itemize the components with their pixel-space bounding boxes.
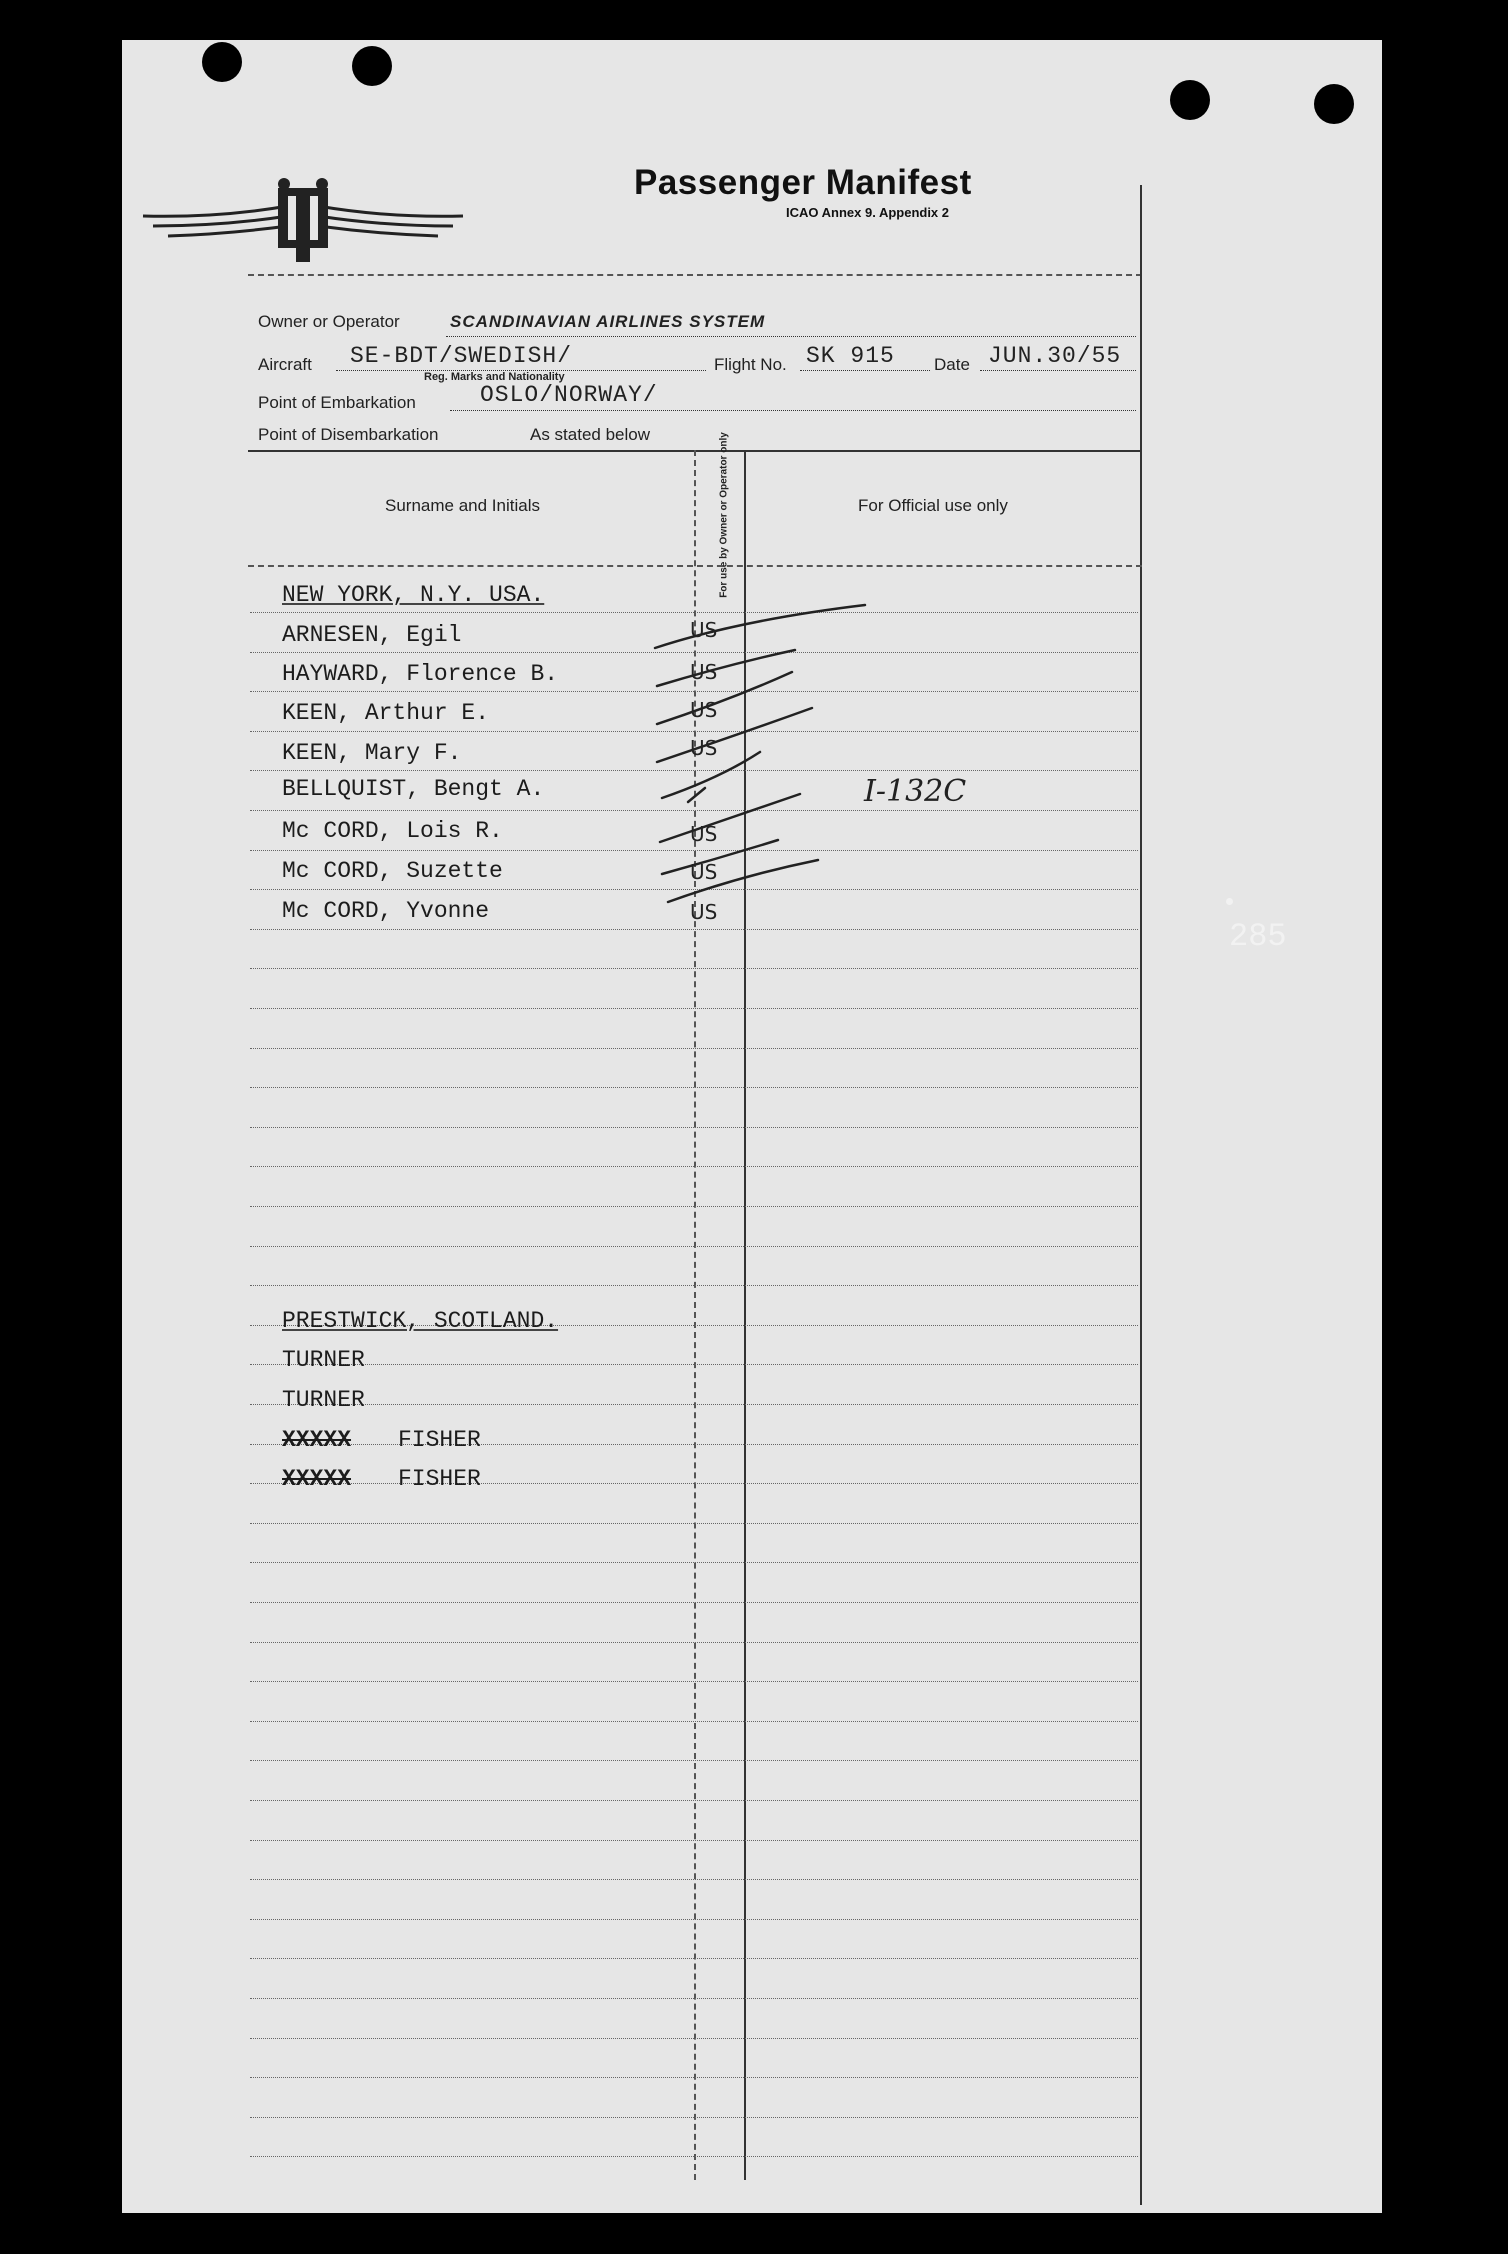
punch-hole [352,46,392,86]
aircraft-value: SE-BDT/SWEDISH/ [350,343,573,369]
row-line [250,1444,1138,1445]
row-line [250,810,1138,811]
passenger-row: FISHER [398,1427,481,1453]
struck-out-text: XXXXX [282,1466,352,1492]
destination-new-york: NEW YORK, N.Y. USA. [282,582,545,608]
row-line [250,652,1138,653]
right-border [1140,185,1142,2205]
airline-wings-logo [138,148,468,268]
struck-out-text: XXXXX [282,1427,352,1453]
owner-underline [446,336,1136,337]
owner-label: Owner or Operator [258,312,400,331]
row-line [250,1246,1138,1247]
row-line [250,1840,1138,1841]
document-title: Passenger Manifest [634,163,972,202]
row-line [250,1206,1138,1207]
row-line [250,1364,1138,1365]
row-line [250,2117,1138,2118]
passenger-row: Mc CORD, Suzette [282,858,503,884]
date-label: Date [934,355,970,374]
passenger-row: BELLQUIST, Bengt A. [282,776,545,802]
row-line [250,1800,1138,1801]
nationality-mark: US [690,860,718,884]
row-line [250,731,1138,732]
row-line [250,2156,1138,2157]
row-line [250,770,1138,771]
row-line [250,2077,1138,2078]
official-column-header: For Official use only [858,496,1008,515]
punch-hole [1314,84,1354,124]
header-divider [248,274,1142,276]
embarkation-underline [450,410,1136,411]
row-line [250,2038,1138,2039]
row-line [250,1958,1138,1959]
passenger-row: HAYWARD, Florence B. [282,661,559,687]
embarkation-value: OSLO/NORWAY/ [480,382,658,408]
surname-column-header: Surname and Initials [385,496,540,515]
row-line [250,1127,1138,1128]
page-number: 285 [1229,918,1287,955]
owner-column-right-rule [744,450,746,2180]
destination-prestwick: PRESTWICK, SCOTLAND. [282,1308,559,1334]
row-line [250,1048,1138,1049]
passenger-row: KEEN, Arthur E. [282,700,490,726]
disembarkation-label: Point of Disembarkation [258,425,439,444]
nationality-mark: US [690,618,718,642]
row-line [250,1602,1138,1603]
row-line [250,1721,1138,1722]
nationality-mark: US [690,660,718,684]
row-line [250,889,1138,890]
row-line [250,850,1138,851]
row-line [250,1483,1138,1484]
row-line [250,1087,1138,1088]
flight-label: Flight No. [714,355,787,374]
official-annotation: I-132C [864,774,967,809]
passenger-row: TURNER [282,1387,365,1413]
reg-note: Reg. Marks and Nationality [424,371,565,383]
owner-use-column-header: For use by Owner or Operator only [718,432,730,598]
punch-hole [1170,80,1210,120]
punch-hole [202,42,242,82]
embarkation-label: Point of Embarkation [258,393,416,412]
passenger-row: KEEN, Mary F. [282,740,462,766]
passenger-row: Mc CORD, Yvonne [282,898,490,924]
flight-underline [800,370,930,371]
row-line [250,1760,1138,1761]
owner-value: SCANDINAVIAN AIRLINES SYSTEM [450,312,766,331]
row-line [250,612,1138,613]
passenger-row: TURNER [282,1347,365,1373]
passenger-row: ARNESEN, Egil [282,622,462,648]
date-underline [980,370,1136,371]
header-bottom-rule [248,565,1142,567]
nationality-mark: US [690,698,718,722]
aircraft-label: Aircraft [258,355,312,374]
row-line [250,1998,1138,1999]
row-line [250,1919,1138,1920]
document-subtitle: ICAO Annex 9. Appendix 2 [786,205,950,220]
passenger-row: Mc CORD, Lois R. [282,818,503,844]
row-line [250,1562,1138,1563]
row-line [250,1879,1138,1880]
page-dot [1226,898,1233,905]
row-line [250,1681,1138,1682]
passenger-row: FISHER [398,1466,481,1492]
row-line [250,929,1138,930]
row-line [250,1008,1138,1009]
nationality-mark: US [690,822,718,846]
date-value: JUN.30/55 [988,343,1122,369]
row-line [250,1404,1138,1405]
flight-value: SK 915 [806,343,895,369]
disembarkation-value: As stated below [530,425,651,444]
nationality-mark: US [690,900,718,924]
row-line [250,1166,1138,1167]
row-line [250,691,1138,692]
nationality-mark: US [690,736,718,760]
row-line [250,1523,1138,1524]
row-line [250,1285,1138,1286]
row-line [250,1642,1138,1643]
row-line [250,968,1138,969]
